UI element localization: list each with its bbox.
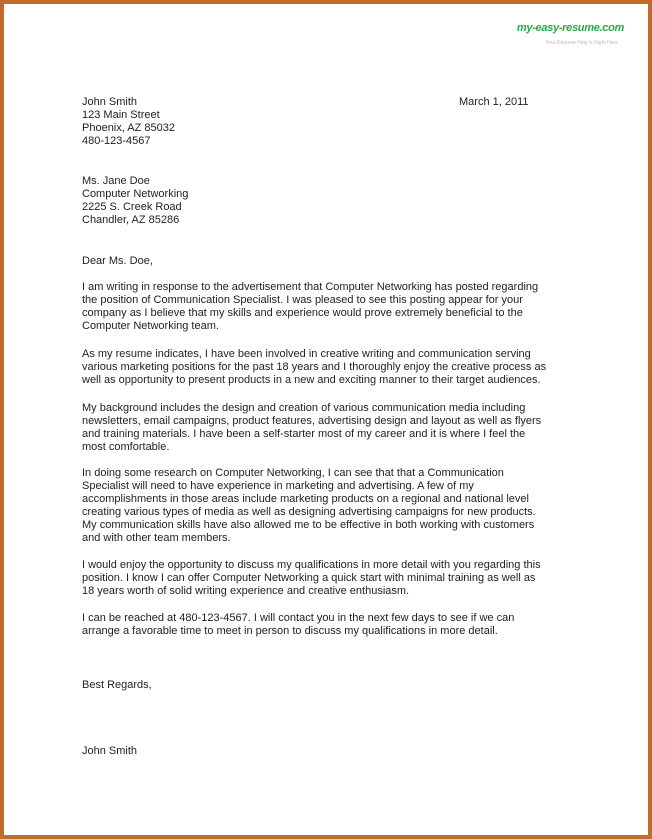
paragraph-line: accomplishments in those areas include marketing products on a regional and national level bbox=[82, 493, 529, 505]
paragraph bbox=[82, 467, 552, 545]
paragraph-line: creating various types of media as well as designing advertising campaigns for new products. bbox=[82, 506, 536, 518]
paragraph-line: most comfortable. bbox=[82, 441, 170, 453]
paragraph-line: Specialist will need to have experience in marketing and advertising. A few of my bbox=[82, 480, 474, 492]
recipient-street: 2225 S. Creek Road bbox=[82, 201, 182, 213]
paragraph-line: various marketing positions for the past 18 years and I thoroughly enjoy the creative process as bbox=[82, 361, 547, 373]
paragraph-line: My background includes the design and creation of various communication media including bbox=[82, 402, 526, 414]
paragraph-line: newsletters, email campaigns, product features, advertising design and layout as well as flyers bbox=[82, 415, 542, 427]
paragraph-line: As my resume indicates, I have been involved in creative writing and communication serving bbox=[82, 348, 531, 360]
paragraph-line: and training materials. I have been a self-starter most of my career and it is where I feel the bbox=[82, 428, 526, 440]
recipient-company: Computer Networking bbox=[82, 188, 189, 200]
sender-street: 123 Main Street bbox=[82, 109, 160, 121]
recipient-name: Ms. Jane Doe bbox=[82, 175, 150, 187]
paragraph-line: the position of Communication Specialist. I was pleased to see this posting appear for your bbox=[82, 294, 523, 306]
sender-phone: 480-123-4567 bbox=[82, 135, 151, 147]
closing: Best Regards, bbox=[82, 679, 152, 691]
letter-date: March 1, 2011 bbox=[459, 96, 529, 108]
recipient-city: Chandler, AZ 85286 bbox=[82, 214, 180, 226]
paragraph-line: In doing some research on Computer Networking, I can see that that a Communication bbox=[82, 467, 504, 479]
paragraph bbox=[82, 348, 552, 387]
paragraph-line: well as opportunity to present products in a new and exciting manner to their target audiences. bbox=[82, 374, 541, 386]
paragraph-line: I am writing in response to the advertisement that Computer Networking has posted regarding bbox=[82, 281, 539, 293]
paragraph-line: position. I know I can offer Computer Networking a quick start with minimal training as well as bbox=[82, 572, 536, 584]
watermark-tagline: Your Resume Help Is Right Here bbox=[545, 40, 618, 46]
sender-address bbox=[82, 96, 175, 148]
recipient-address bbox=[82, 175, 188, 227]
paragraph bbox=[82, 281, 552, 333]
paragraph-line: I would enjoy the opportunity to discuss my qualifications in more detail with you regarding this bbox=[82, 559, 541, 571]
paragraph-line: and with other team members. bbox=[82, 532, 231, 544]
paragraph-line: I can be reached at 480-123-4567. I will contact you in the next few days to see if we can bbox=[82, 612, 515, 624]
paragraph-line: My communication skills have also allowed me to be effective in both working with customers bbox=[82, 519, 535, 531]
paragraph bbox=[82, 559, 552, 598]
salutation: Dear Ms. Doe, bbox=[82, 255, 153, 267]
watermark bbox=[517, 22, 624, 46]
paragraph-line: Computer Networking team. bbox=[82, 320, 219, 332]
signature-name: John Smith bbox=[82, 745, 138, 757]
paragraph bbox=[82, 402, 552, 454]
paragraph-line: arrange a favorable time to meet in person to discuss my qualifications in more detail. bbox=[82, 625, 498, 637]
paragraph-line: company as I believe that my skills and experience would prove extremely beneficial to the bbox=[82, 307, 523, 319]
watermark-brand[interactable]: my-easy-resume.com bbox=[516, 22, 624, 34]
sender-city: Phoenix, AZ 85032 bbox=[82, 122, 175, 134]
sender-name: John Smith bbox=[82, 96, 138, 108]
paragraph bbox=[82, 612, 552, 638]
paragraph-line: 18 years worth of solid writing experience and creative enthusiasm. bbox=[82, 585, 410, 597]
